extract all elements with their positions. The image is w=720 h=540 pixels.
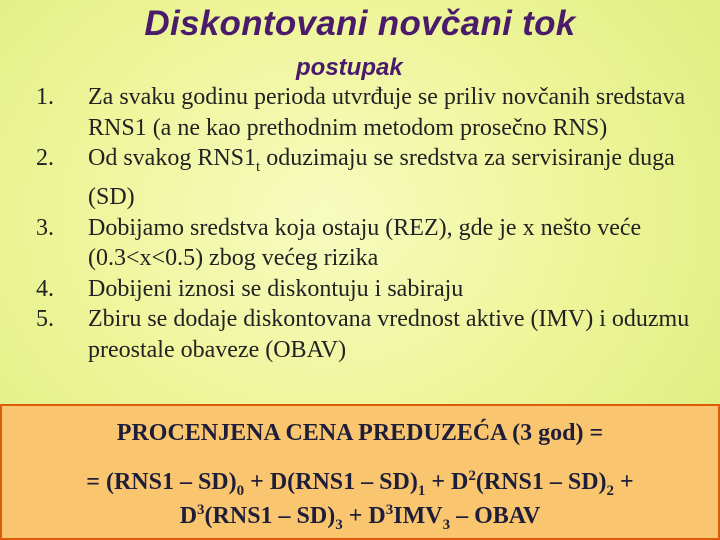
formula-subscript: 3 [335, 516, 343, 533]
step-text-part: Od svakog RNS1 [88, 145, 257, 171]
steps-list [36, 82, 696, 365]
list-item [36, 82, 696, 143]
step-text: Zbiru se dodaje diskontovana vrednost aktive (IMV) i oduzmu preostale obaveze (OBAV) [88, 306, 690, 363]
formula-part: D [179, 503, 198, 529]
formula-part: + [614, 469, 634, 495]
formula-part: (RNS1 – SD) [475, 469, 607, 495]
formula-subscript: 1 [417, 482, 426, 499]
step-number: 5. [36, 306, 54, 333]
formula-part: (RNS1 – SD) [204, 503, 336, 529]
list-item [36, 143, 696, 213]
slide-subtitle: postupak [296, 54, 403, 81]
list-item [36, 274, 696, 305]
step-number: 2. [36, 145, 54, 171]
step-text-part: oduzimaju se sredstva za servisiranje duga (SD) [88, 145, 675, 211]
list-item [36, 304, 696, 365]
formula-part: + D [425, 469, 469, 495]
step-text: Dobijeni iznosi se diskontuju i sabiraju [88, 275, 464, 302]
formula-part: IMV [393, 503, 443, 529]
step-text: Dobijamo sredstva koja ostaju (REZ), gde je x nešto veće (0.3<x<0.5) zbog većeg rizika [88, 214, 642, 272]
formula-subscript: 0 [236, 482, 245, 499]
formula-superscript: 3 [385, 502, 394, 518]
formula-subscript: 3 [442, 516, 451, 533]
slide-title: Diskontovani novčani tok [144, 4, 576, 43]
formula-part: – OBAV [450, 503, 541, 529]
formula-box [0, 404, 720, 540]
step-subscript: t [256, 158, 261, 175]
step-number: 4. [36, 275, 54, 302]
formula-subscript: 2 [606, 482, 615, 499]
step-text: Za svaku godinu perioda utvrđuje se priliv novčanih sredstava RNS1 (a ne kao prethodnim metodom prosečno RNS) [88, 84, 686, 141]
formula-superscript: 2 [468, 468, 476, 484]
step-text [88, 143, 696, 213]
step-number: 3. [36, 214, 54, 241]
formula-line-1 [2, 468, 718, 500]
formula-line-2 [2, 502, 718, 534]
step-number: 1. [36, 84, 54, 110]
formula-part: = (RNS1 – SD) [86, 469, 237, 495]
formula-superscript: 3 [197, 502, 205, 518]
formula-part: + D(RNS1 – SD) [244, 469, 418, 495]
formula-part: + D [342, 503, 386, 529]
list-item [36, 213, 696, 274]
formula-title: PROCENJENA CENA PREDUZEĆA (3 god) = [116, 420, 604, 446]
